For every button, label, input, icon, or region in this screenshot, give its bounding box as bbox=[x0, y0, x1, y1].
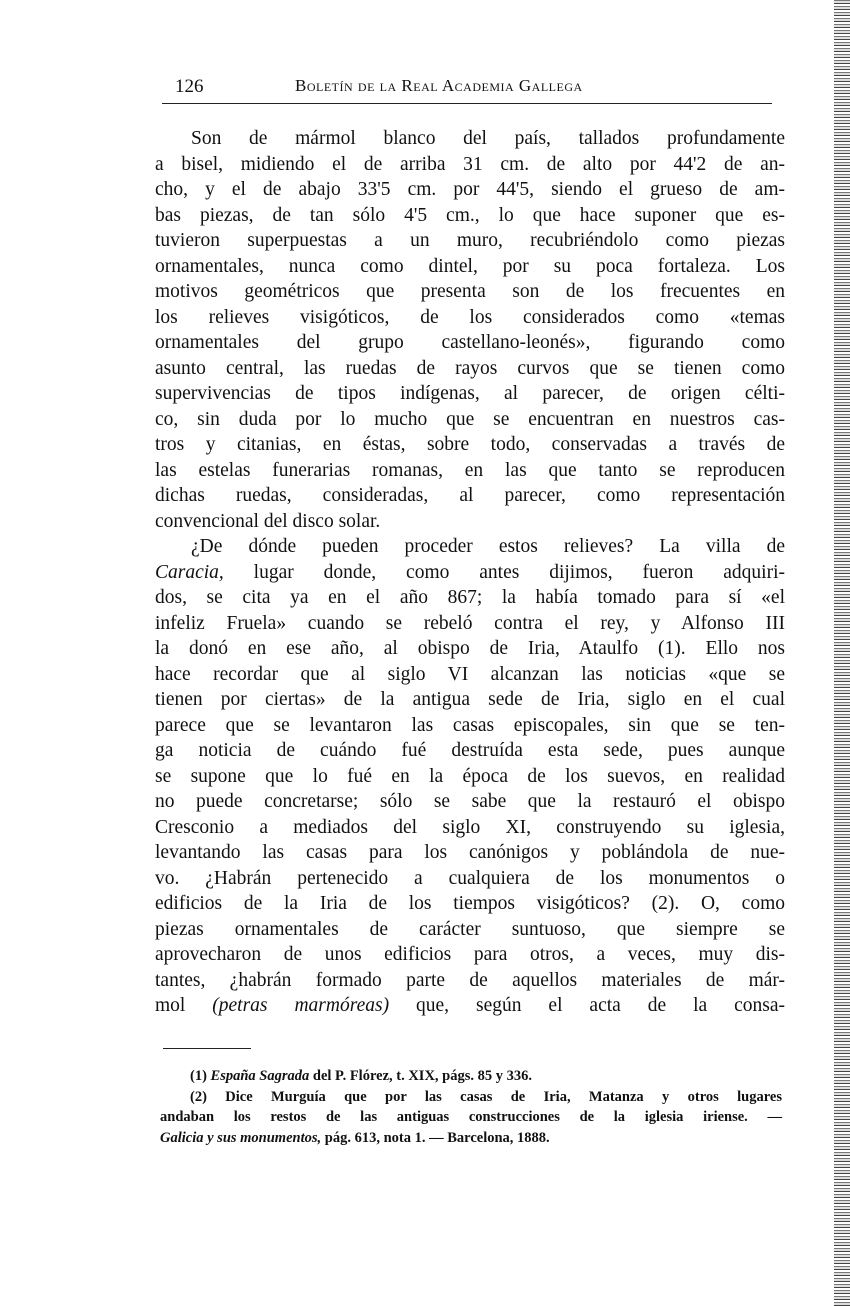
text-line bbox=[155, 662, 785, 688]
text-segment: supervivencias de tipos indígenas, al parecer, de origen célti- bbox=[155, 383, 785, 404]
running-header bbox=[175, 74, 765, 104]
text-segment: ¿De dónde pueden proceder estos relieves? La villa de bbox=[191, 536, 785, 557]
text-line bbox=[155, 228, 785, 254]
text-segment: hace recordar que al siglo VI alcanzan las noticias «que se bbox=[155, 663, 785, 685]
footnotes bbox=[160, 1066, 782, 1148]
text-segment: España Sagrada bbox=[210, 1068, 310, 1084]
text-line bbox=[155, 305, 785, 331]
page-number: 126 bbox=[175, 76, 204, 97]
text-segment: la donó en ese año, al obispo de Iria, Ataulfo (1). Ello nos bbox=[155, 638, 785, 659]
text-segment: bas piezas, de tan sólo 4'5 cm., lo que hace suponer que es- bbox=[155, 204, 785, 226]
text-segment: tantes, ¿habrán formado parte de aquellos materiales de már- bbox=[155, 969, 785, 991]
footnote-2 bbox=[160, 1087, 782, 1149]
text-segment: tuvieron superpuestas a un muro, recubriéndolo como piezas bbox=[155, 230, 785, 251]
text-line bbox=[155, 126, 785, 152]
text-segment: piezas ornamentales de carácter suntuoso, que siempre se bbox=[155, 918, 785, 940]
text-segment: ga noticia de cuándo fué destruída esta sede, pues aunque bbox=[155, 740, 785, 761]
text-line bbox=[155, 738, 785, 764]
scan-edge bbox=[834, 0, 850, 1306]
text-line bbox=[155, 458, 785, 484]
text-segment: cho, y el de abajo 33'5 cm. por 44'5, siendo el grueso de am- bbox=[155, 179, 785, 200]
text-segment: mol bbox=[155, 995, 213, 1016]
text-line bbox=[155, 917, 785, 943]
text-line bbox=[155, 254, 785, 280]
text-segment: aprovecharon de unos edificios para otros, a veces, muy dis- bbox=[155, 944, 785, 965]
text-line bbox=[155, 152, 785, 178]
text-segment: dichas ruedas, consideradas, al parecer, como representación bbox=[155, 485, 785, 506]
text-segment: edificios de la Iria de los tiempos visigóticos? (2). O, como bbox=[155, 893, 785, 914]
text-line bbox=[155, 279, 785, 305]
text-line bbox=[155, 687, 785, 713]
text-line bbox=[155, 993, 785, 1019]
text-segment: las estelas funerarias romanas, en las que tanto se reproducen bbox=[155, 459, 785, 481]
text-segment: lugar donde, como antes dijimos, fueron adquiri- bbox=[223, 561, 785, 583]
text-line bbox=[155, 330, 785, 356]
text-segment: no puede concretarse; sólo se sabe que la restauró el obispo bbox=[155, 791, 785, 812]
text-segment: tros y citanias, en éstas, sobre todo, conservadas a través de bbox=[155, 434, 785, 455]
text-line bbox=[155, 789, 785, 815]
text-segment: levantando las casas para los canónigos y poblándola de nue- bbox=[155, 842, 785, 863]
text-segment: andaban los restos de las antiguas construcciones de la iglesia iriense. — bbox=[160, 1109, 782, 1125]
text-line bbox=[155, 381, 785, 407]
footnote-1 bbox=[160, 1066, 782, 1087]
text-line bbox=[155, 407, 785, 433]
text-segment: Cresconio a mediados del siglo XI, construyendo su iglesia, bbox=[155, 816, 785, 838]
footnote-line bbox=[160, 1066, 782, 1087]
text-segment: parece que se levantaron las casas episcopales, sin que se ten- bbox=[155, 714, 785, 736]
text-line bbox=[155, 611, 785, 637]
text-line bbox=[155, 356, 785, 382]
running-title: Boletín de la Real Academia Gallega bbox=[295, 76, 583, 95]
text-line bbox=[155, 203, 785, 229]
text-line bbox=[155, 891, 785, 917]
text-line bbox=[155, 432, 785, 458]
text-segment: tienen por ciertas» de la antigua sede de Iria, siglo en el cual bbox=[155, 689, 785, 710]
text-line bbox=[155, 509, 785, 535]
text-segment: Caracia, bbox=[155, 561, 224, 583]
text-segment: asunto central, las ruedas de rayos curvos que se tienen como bbox=[155, 357, 785, 379]
text-segment: (petras marmóreas) bbox=[212, 995, 390, 1016]
text-line bbox=[155, 840, 785, 866]
text-segment: a bisel, midiendo el de arriba 31 cm. de alto por 44'2 de an- bbox=[155, 153, 785, 175]
text-segment: convencional del disco solar. bbox=[155, 510, 381, 532]
footnote-line bbox=[160, 1087, 782, 1108]
text-segment: ornamentales del grupo castellano-leonés», figurando como bbox=[155, 332, 785, 353]
text-segment: pág. 613, nota 1. — Barcelona, 1888. bbox=[321, 1129, 550, 1146]
text-segment: Son de mármol blanco del país, tallados profundamente bbox=[191, 128, 785, 149]
text-segment: vo. ¿Habrán pertenecido a cualquiera de los monumentos o bbox=[155, 867, 785, 889]
text-line bbox=[155, 177, 785, 203]
text-segment: del P. Flórez, t. XIX, págs. 85 y 336. bbox=[309, 1068, 532, 1084]
text-segment: (2) Dice Murguía que por las casas de Iria, Matanza y otros lugares bbox=[190, 1088, 782, 1105]
text-segment: ornamentales, nunca como dintel, por su poca fortaleza. Los bbox=[155, 255, 785, 277]
text-line bbox=[155, 585, 785, 611]
text-line bbox=[155, 968, 785, 994]
header-rule bbox=[162, 103, 772, 104]
text-line bbox=[155, 942, 785, 968]
text-line bbox=[155, 483, 785, 509]
text-segment: que, según el acta de la consa- bbox=[389, 995, 785, 1016]
footnote-rule bbox=[163, 1048, 251, 1049]
text-line bbox=[155, 815, 785, 841]
text-line bbox=[155, 713, 785, 739]
text-segment: se supone que lo fué en la época de los suevos, en realidad bbox=[155, 765, 785, 787]
text-line bbox=[155, 866, 785, 892]
footnote-line bbox=[160, 1107, 782, 1128]
text-line bbox=[155, 764, 785, 790]
text-segment: (1) bbox=[190, 1068, 211, 1084]
text-line bbox=[155, 560, 785, 586]
text-segment: infeliz Fruela» cuando se rebeló contra el rey, y Alfonso III bbox=[155, 612, 785, 634]
text-segment: Galicia y sus monumentos, bbox=[160, 1129, 322, 1146]
text-segment: motivos geométricos que presenta son de los frecuentes en bbox=[155, 281, 785, 302]
body-text bbox=[155, 126, 785, 1019]
text-line bbox=[155, 534, 785, 560]
text-segment: dos, se cita ya en el año 867; la había tomado para sí «el bbox=[155, 587, 785, 608]
text-segment: los relieves visigóticos, de los considerados como «temas bbox=[155, 306, 785, 328]
text-line bbox=[155, 636, 785, 662]
text-segment: co, sin duda por lo mucho que se encuentran en nuestros cas- bbox=[155, 408, 785, 430]
footnote-line bbox=[160, 1128, 782, 1149]
